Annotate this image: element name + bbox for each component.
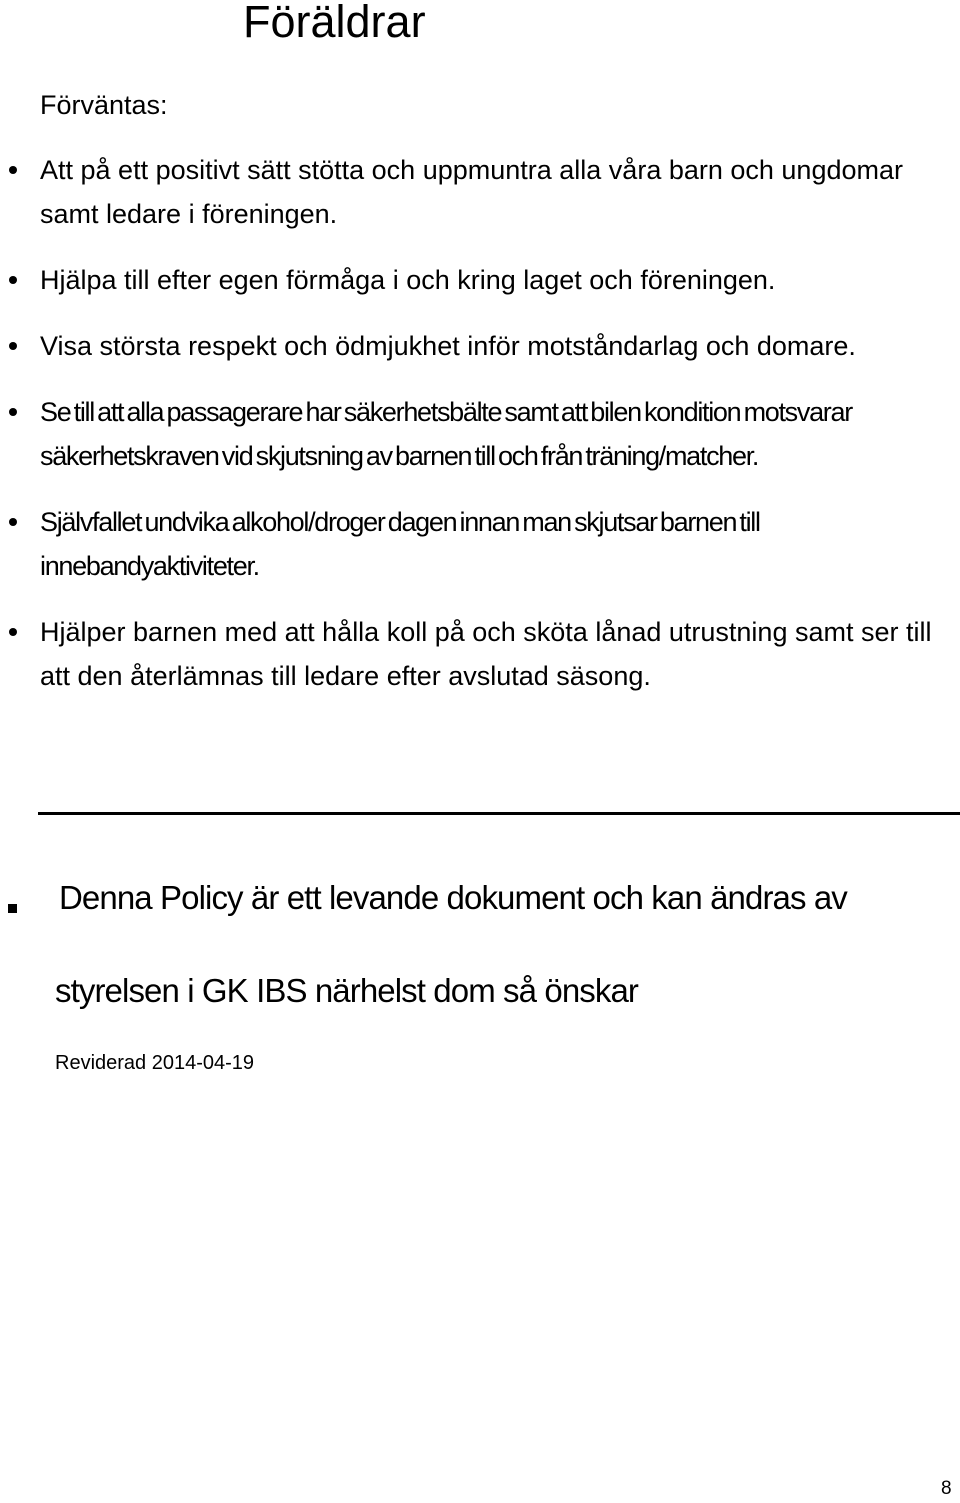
expectations-list (0, 148, 960, 720)
list-item (0, 258, 960, 302)
revision-date: Reviderad 2014-04-19 (55, 1052, 255, 1074)
bullet-icon (9, 408, 17, 416)
policy-note-line-1: Denna Policy är ett levande dokument och kan ändras av (59, 879, 847, 916)
list-item-text: Se till att alla passagerare har säkerhetsbälte samt att bilen kondition motsvarar säkerhetskraven vid skjutsning av barnen till och från träning/matcher. (40, 397, 852, 471)
list-item-text: Hjälpa till efter egen förmåga i och kring laget och föreningen. (40, 265, 776, 295)
divider (38, 812, 960, 815)
page-number: 8 (941, 1478, 952, 1499)
list-item (0, 148, 960, 236)
intro-label: Förväntas: (40, 90, 168, 120)
list-item-text: Självfallet undvika alkohol/droger dagen innan man skjutsar barnen till innebandyaktiviteter. (40, 507, 760, 581)
bullet-icon (9, 628, 17, 636)
page-title: Föräldrar (243, 0, 426, 47)
list-item-text: Visa största respekt och ödmjukhet inför motståndarlag och domare. (40, 331, 856, 361)
policy-note-line-2: styrelsen i GK IBS närhelst dom så önskar (55, 972, 639, 1009)
list-item (0, 390, 960, 478)
bullet-icon (9, 166, 17, 174)
list-item-text: Att på ett positivt sätt stötta och uppmuntra alla våra barn och ungdomar samt ledare i föreningen. (40, 155, 903, 229)
list-item-text: Hjälper barnen med att hålla koll på och sköta lånad utrustning samt ser till att den återlämnas till ledare efter avslutad säsong. (40, 617, 932, 691)
bullet-icon (9, 518, 17, 526)
bullet-icon (9, 276, 17, 284)
list-item (0, 324, 960, 368)
square-bullet-icon (8, 904, 17, 913)
list-item (0, 610, 960, 698)
list-item (0, 500, 960, 588)
bullet-icon (9, 342, 17, 350)
